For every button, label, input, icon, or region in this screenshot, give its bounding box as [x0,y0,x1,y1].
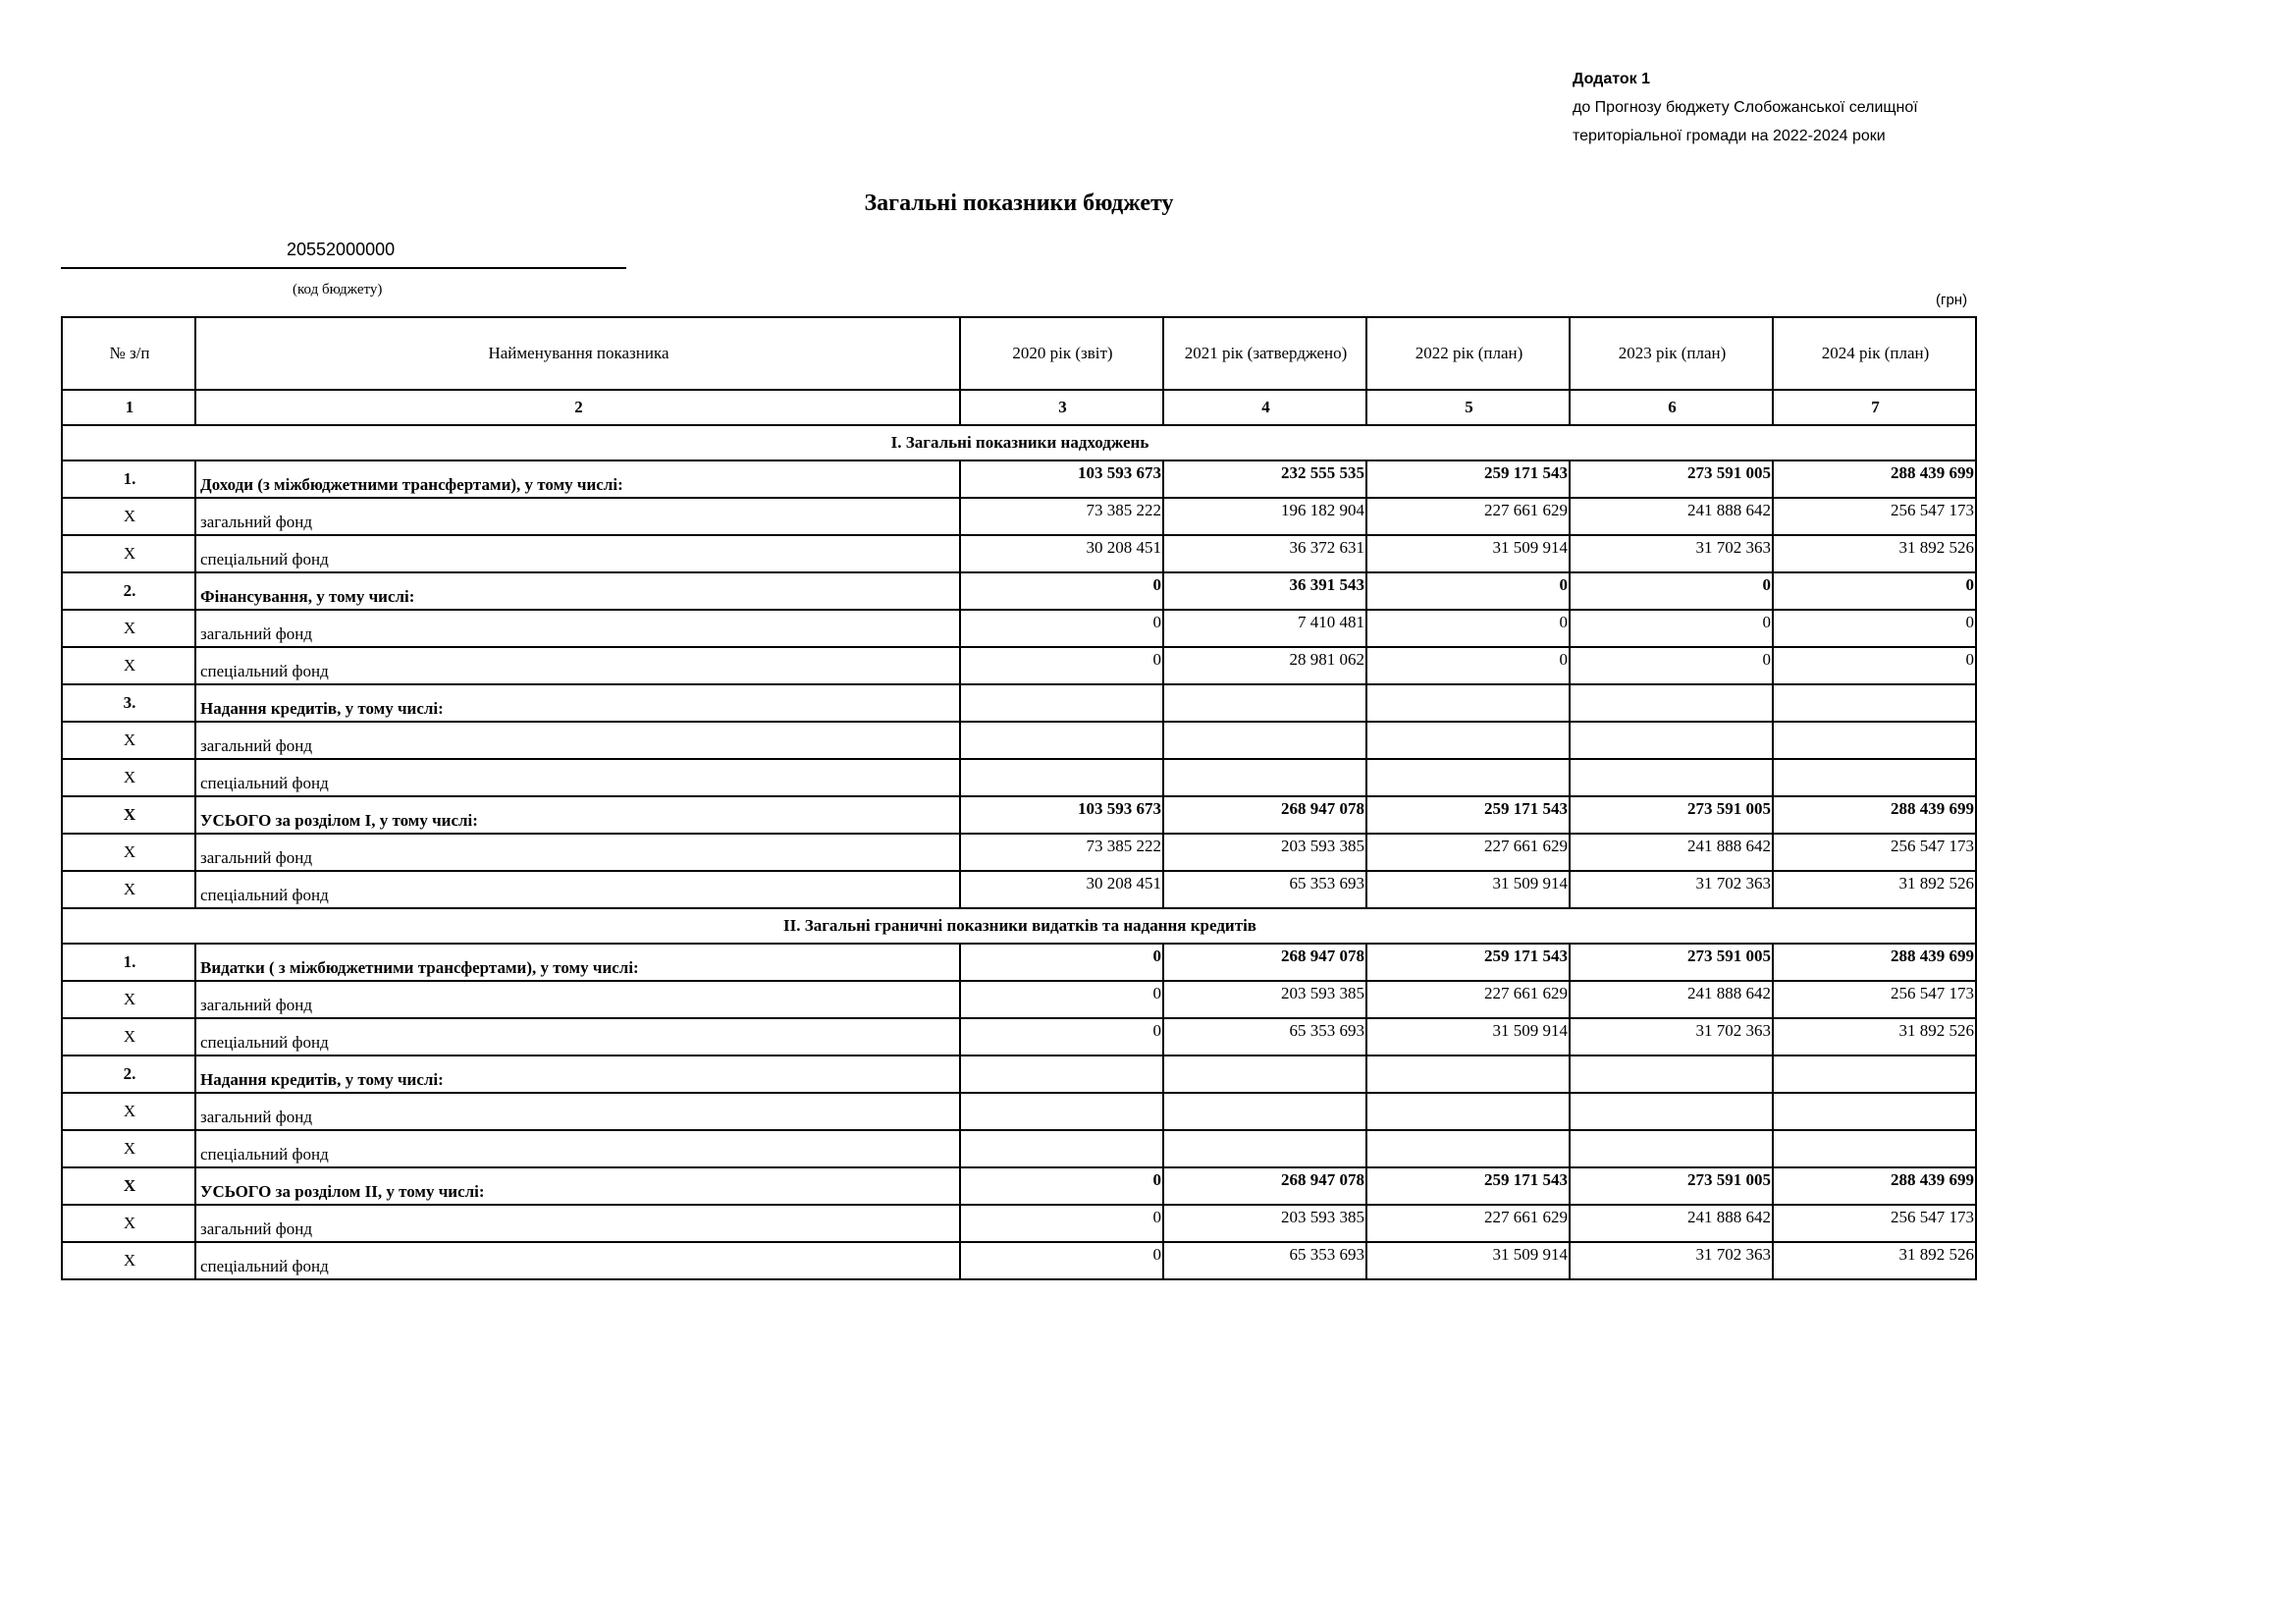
row-value: 30 208 451 [960,871,1163,908]
row-value: 196 182 904 [1163,498,1366,535]
row-value: 31 702 363 [1570,1018,1773,1056]
row-value: 0 [1773,572,1976,610]
column-number: 5 [1366,390,1570,425]
row-value: 241 888 642 [1570,1205,1773,1242]
column-header: 2020 рік (звіт) [960,317,1163,390]
table-row [62,1130,1976,1167]
row-value: 31 892 526 [1773,1242,1976,1279]
row-label: загальний фонд [195,1093,960,1130]
document-title: Загальні показники бюджету [864,190,1174,216]
budget-table [61,316,1977,1280]
section-title: ІІ. Загальні граничні показники видатків та надання кредитів [62,908,1976,944]
row-value: 288 439 699 [1773,796,1976,834]
appendix-line-2: територіальної громади на 2022-2024 роки [1573,128,1886,144]
row-value: 31 509 914 [1366,535,1570,572]
row-value [1163,1130,1366,1167]
row-label: Надання кредитів, у тому числі: [195,684,960,722]
column-number: 3 [960,390,1163,425]
row-number: Х [62,796,195,834]
column-header: 2023 рік (план) [1570,317,1773,390]
column-number: 1 [62,390,195,425]
row-value: 203 593 385 [1163,1205,1366,1242]
row-value: 288 439 699 [1773,460,1976,498]
row-value: 0 [960,610,1163,647]
row-value [960,1130,1163,1167]
table-row [62,572,1976,610]
row-number: Х [62,1018,195,1056]
row-value: 103 593 673 [960,796,1163,834]
row-value [960,759,1163,796]
column-number: 2 [195,390,960,425]
row-value [1366,684,1570,722]
row-value [960,722,1163,759]
row-value: 227 661 629 [1366,1205,1570,1242]
row-value [1773,1056,1976,1093]
column-number-row [62,390,1976,425]
row-value: 259 171 543 [1366,1167,1570,1205]
row-value: 273 591 005 [1570,944,1773,981]
row-number: Х [62,1167,195,1205]
column-header: 2024 рік (план) [1773,317,1976,390]
row-value: 268 947 078 [1163,1167,1366,1205]
column-number: 4 [1163,390,1366,425]
row-value [1366,1093,1570,1130]
row-value: 31 702 363 [1570,871,1773,908]
row-label: Доходи (з міжбюджетними трансфертами), у тому числі: [195,460,960,498]
row-value: 0 [960,1018,1163,1056]
column-header: № з/п [62,317,195,390]
row-number: Х [62,498,195,535]
row-value: 227 661 629 [1366,834,1570,871]
table-row [62,535,1976,572]
row-value: 227 661 629 [1366,981,1570,1018]
row-label: спеціальний фонд [195,1018,960,1056]
row-label: УСЬОГО за розділом ІІ, у тому числі: [195,1167,960,1205]
row-value: 0 [960,1242,1163,1279]
row-label: загальний фонд [195,1205,960,1242]
appendix-title: Додаток 1 [1573,71,1650,87]
row-label: спеціальний фонд [195,1242,960,1279]
row-value: 241 888 642 [1570,834,1773,871]
row-value: 31 892 526 [1773,871,1976,908]
row-value [960,1056,1163,1093]
row-number: 3. [62,684,195,722]
row-value: 65 353 693 [1163,871,1366,908]
row-value: 30 208 451 [960,535,1163,572]
row-value: 256 547 173 [1773,981,1976,1018]
row-value: 73 385 222 [960,498,1163,535]
row-value: 73 385 222 [960,834,1163,871]
row-value: 36 372 631 [1163,535,1366,572]
currency-label: (грн) [1936,292,1968,308]
row-value: 0 [1570,610,1773,647]
row-label: спеціальний фонд [195,535,960,572]
table-row [62,647,1976,684]
row-value: 0 [960,981,1163,1018]
row-value: 65 353 693 [1163,1018,1366,1056]
row-value: 31 702 363 [1570,535,1773,572]
row-label: загальний фонд [195,834,960,871]
budget-code-line [61,236,626,269]
row-value: 0 [1366,610,1570,647]
row-value: 31 892 526 [1773,1018,1976,1056]
table-row [62,498,1976,535]
row-value [1366,722,1570,759]
row-label: спеціальний фонд [195,647,960,684]
row-value: 288 439 699 [1773,1167,1976,1205]
row-value: 31 509 914 [1366,871,1570,908]
row-value [1570,1056,1773,1093]
row-number: 2. [62,572,195,610]
row-value: 241 888 642 [1570,498,1773,535]
row-label: спеціальний фонд [195,871,960,908]
row-label: УСЬОГО за розділом І, у тому числі: [195,796,960,834]
row-value: 273 591 005 [1570,796,1773,834]
row-value: 0 [1773,647,1976,684]
row-value: 31 702 363 [1570,1242,1773,1279]
row-number: Х [62,1130,195,1167]
row-value: 259 171 543 [1366,944,1570,981]
row-value [1773,684,1976,722]
row-value: 241 888 642 [1570,981,1773,1018]
row-value [1570,1130,1773,1167]
row-value: 203 593 385 [1163,981,1366,1018]
row-value: 268 947 078 [1163,796,1366,834]
row-value [1366,1056,1570,1093]
row-number: Х [62,647,195,684]
budget-code: 20552000000 [287,240,396,259]
row-value: 28 981 062 [1163,647,1366,684]
table-row [62,1018,1976,1056]
row-label: Надання кредитів, у тому числі: [195,1056,960,1093]
table-row [62,871,1976,908]
row-value: 0 [1570,572,1773,610]
row-value: 232 555 535 [1163,460,1366,498]
row-label: загальний фонд [195,610,960,647]
table-row [62,1093,1976,1130]
table-row [62,796,1976,834]
table-row [62,834,1976,871]
row-value: 259 171 543 [1366,460,1570,498]
column-number: 7 [1773,390,1976,425]
table-row [62,610,1976,647]
row-value: 256 547 173 [1773,1205,1976,1242]
row-value: 0 [960,572,1163,610]
appendix-block [1573,65,1918,150]
row-number: Х [62,834,195,871]
row-value: 0 [1366,572,1570,610]
row-label: загальний фонд [195,498,960,535]
row-number: Х [62,722,195,759]
row-value [1773,1093,1976,1130]
row-label: спеціальний фонд [195,759,960,796]
row-value: 273 591 005 [1570,460,1773,498]
row-value: 227 661 629 [1366,498,1570,535]
table-row [62,759,1976,796]
row-number: Х [62,871,195,908]
row-value [1366,1130,1570,1167]
row-value [1366,759,1570,796]
table-row [62,981,1976,1018]
row-value [960,684,1163,722]
row-value [1773,759,1976,796]
row-number: Х [62,981,195,1018]
row-number: Х [62,1205,195,1242]
row-number: Х [62,1093,195,1130]
row-number: 2. [62,1056,195,1093]
row-value: 268 947 078 [1163,944,1366,981]
row-value: 7 410 481 [1163,610,1366,647]
row-number: 1. [62,460,195,498]
column-header: Найменування показника [195,317,960,390]
row-label: спеціальний фонд [195,1130,960,1167]
table-row [62,1205,1976,1242]
section-title-row [62,908,1976,944]
row-number: Х [62,535,195,572]
row-value: 0 [960,1167,1163,1205]
column-header: 2022 рік (план) [1366,317,1570,390]
table-row [62,944,1976,981]
row-value: 103 593 673 [960,460,1163,498]
section-title-row [62,425,1976,460]
row-value [1163,722,1366,759]
row-value [1570,722,1773,759]
row-value [1570,759,1773,796]
table-row [62,1167,1976,1205]
row-value: 0 [960,1205,1163,1242]
table-row [62,684,1976,722]
row-label: Видатки ( з міжбюджетними трансфертами), у тому числі: [195,944,960,981]
row-value: 0 [1570,647,1773,684]
table-row [62,1242,1976,1279]
row-value [1570,1093,1773,1130]
row-value [1773,1130,1976,1167]
section-title: І. Загальні показники надходжень [62,425,1976,460]
row-value: 0 [1366,647,1570,684]
row-label: Фінансування, у тому числі: [195,572,960,610]
row-value: 31 509 914 [1366,1018,1570,1056]
row-value: 31 892 526 [1773,535,1976,572]
table-row [62,460,1976,498]
row-value: 273 591 005 [1570,1167,1773,1205]
row-value: 36 391 543 [1163,572,1366,610]
row-value: 256 547 173 [1773,498,1976,535]
row-value: 259 171 543 [1366,796,1570,834]
row-value: 203 593 385 [1163,834,1366,871]
row-label: загальний фонд [195,722,960,759]
appendix-line-1: до Прогнозу бюджету Слобожанської селищної [1573,99,1918,116]
row-number: Х [62,759,195,796]
table-row [62,1056,1976,1093]
row-number: Х [62,1242,195,1279]
column-header: 2021 рік (затверджено) [1163,317,1366,390]
row-value [1163,759,1366,796]
row-value: 256 547 173 [1773,834,1976,871]
row-value: 288 439 699 [1773,944,1976,981]
row-value: 0 [1773,610,1976,647]
column-number: 6 [1570,390,1773,425]
row-number: 1. [62,944,195,981]
row-value [1773,722,1976,759]
row-label: загальний фонд [195,981,960,1018]
row-value [1570,684,1773,722]
table-row [62,722,1976,759]
row-value [1163,1093,1366,1130]
table-header-row [62,317,1976,390]
row-number: Х [62,610,195,647]
row-value [960,1093,1163,1130]
row-value: 65 353 693 [1163,1242,1366,1279]
row-value: 0 [960,647,1163,684]
row-value [1163,684,1366,722]
row-value: 0 [960,944,1163,981]
row-value [1163,1056,1366,1093]
row-value: 31 509 914 [1366,1242,1570,1279]
budget-code-label: (код бюджету) [293,282,383,298]
